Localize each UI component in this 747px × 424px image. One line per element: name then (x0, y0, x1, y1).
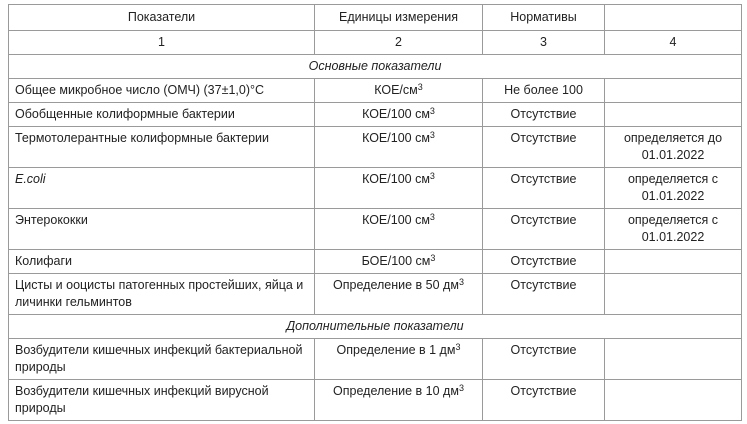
unit-text: КОЕ/см (374, 83, 418, 97)
unit-cell (315, 168, 483, 209)
table-row (9, 168, 742, 209)
norm-cell: Отсутствие (483, 250, 605, 274)
table-row (9, 339, 742, 380)
table-row (9, 127, 742, 168)
section-title: Основные показатели (9, 55, 742, 79)
header-indicators: Показатели (9, 5, 315, 31)
unit-text: Определение в 1 дм (336, 343, 456, 357)
header-notes (605, 5, 742, 31)
indicator-cell: Цисты и ооцисты патогенных простейших, яйца и личинки гельминтов (9, 274, 315, 315)
note-cell (605, 339, 742, 380)
unit-text: БОЕ/100 см (361, 254, 431, 268)
table-row (9, 79, 742, 103)
norm-cell: Отсутствие (483, 209, 605, 250)
norm-cell: Не более 100 (483, 79, 605, 103)
table-row (9, 103, 742, 127)
note-cell (605, 79, 742, 103)
note-cell: определяется с 01.01.2022 (605, 209, 742, 250)
unit-cell (315, 250, 483, 274)
indicator-cell: Обобщенные колиформные бактерии (9, 103, 315, 127)
indicator-cell: Термотолерантные колиформные бактерии (9, 127, 315, 168)
table-row (9, 209, 742, 250)
note-cell (605, 103, 742, 127)
unit-exponent: 3 (458, 277, 464, 287)
water-indicators-table (8, 4, 742, 421)
note-cell: определяется с 01.01.2022 (605, 168, 742, 209)
unit-cell (315, 127, 483, 168)
column-number: 4 (605, 31, 742, 55)
norm-cell: Отсутствие (483, 274, 605, 315)
indicator-cell: Колифаги (9, 250, 315, 274)
norm-cell: Отсутствие (483, 127, 605, 168)
indicator-cell: E.coli (9, 168, 315, 209)
unit-cell (315, 209, 483, 250)
unit-exponent: 3 (429, 212, 435, 222)
unit-exponent: 3 (417, 82, 423, 92)
header-units: Единицы измерения (315, 5, 483, 31)
indicator-cell: Возбудители кишечных инфекций вирусной природы (9, 380, 315, 421)
norm-cell: Отсутствие (483, 168, 605, 209)
header-row (9, 5, 742, 31)
table-body (9, 31, 742, 421)
table-row (9, 250, 742, 274)
indicator-cell: Энтерококки (9, 209, 315, 250)
norm-cell: Отсутствие (483, 380, 605, 421)
unit-exponent: 3 (430, 253, 436, 263)
unit-text: Определение в 10 дм (333, 384, 459, 398)
unit-cell (315, 339, 483, 380)
unit-text: Определение в 50 дм (333, 278, 459, 292)
section-title: Дополнительные показатели (9, 315, 742, 339)
section-row (9, 55, 742, 79)
unit-text: КОЕ/100 см (362, 172, 430, 186)
norm-cell: Отсутствие (483, 103, 605, 127)
note-cell (605, 274, 742, 315)
column-number: 3 (483, 31, 605, 55)
unit-cell (315, 79, 483, 103)
unit-cell (315, 274, 483, 315)
unit-exponent: 3 (429, 130, 435, 140)
indicator-cell: Возбудители кишечных инфекций бактериальной природы (9, 339, 315, 380)
unit-cell (315, 380, 483, 421)
norm-cell: Отсутствие (483, 339, 605, 380)
header-norms: Нормативы (483, 5, 605, 31)
unit-text: КОЕ/100 см (362, 213, 430, 227)
note-cell: определяется до 01.01.2022 (605, 127, 742, 168)
column-number-row (9, 31, 742, 55)
unit-exponent: 3 (458, 383, 464, 393)
unit-text: КОЕ/100 см (362, 107, 430, 121)
indicator-cell: Общее микробное число (ОМЧ) (37±1,0)°С (9, 79, 315, 103)
column-number: 1 (9, 31, 315, 55)
note-cell (605, 250, 742, 274)
section-row (9, 315, 742, 339)
unit-text: КОЕ/100 см (362, 131, 430, 145)
table-row (9, 380, 742, 421)
table-row (9, 274, 742, 315)
unit-exponent: 3 (429, 106, 435, 116)
note-cell (605, 380, 742, 421)
unit-exponent: 3 (455, 342, 461, 352)
column-number: 2 (315, 31, 483, 55)
unit-cell (315, 103, 483, 127)
unit-exponent: 3 (429, 171, 435, 181)
